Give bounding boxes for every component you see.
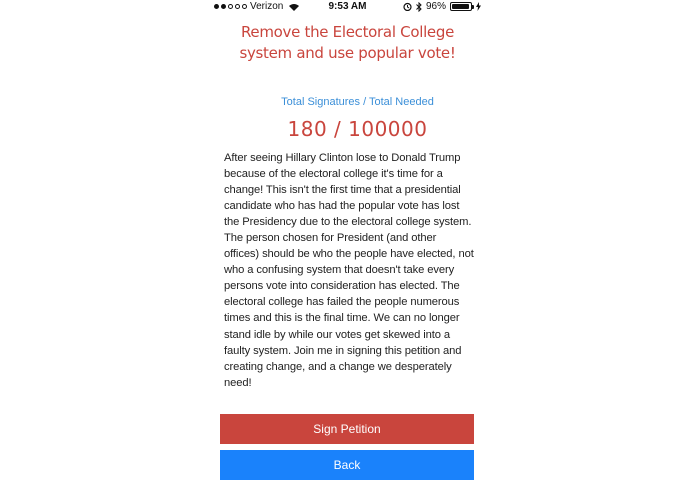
status-bar <box>0 0 695 14</box>
status-right-group <box>403 1 481 12</box>
petition-title: Remove the Electoral College system and use popular vote! <box>239 23 456 62</box>
battery-percent: 96% <box>425 1 446 12</box>
battery-icon <box>450 2 472 11</box>
charging-bolt-icon <box>476 2 481 11</box>
carrier-name: Verizon <box>250 1 284 12</box>
signatures-label: Total Signatures / Total Needed <box>281 96 434 108</box>
petition-description: After seeing Hillary Clinton lose to Donald Trump because of the electoral college it's time for a change! This isn't the first time that a presidential candidate who has had the popular vote has lost the Presidency due to the electoral college system. The person chosen for President (and other offices) should be who the people have elected, not who a confusing system that doesn't take every persons vote into consideration has elected. The electoral college has failed the people numerous times and this is the final time. We can no longer stand idle by while our votes get skewed into a faulty system. Join me in signing this petition and creating change, and a change we desperately need! <box>224 152 474 389</box>
alarm-icon <box>403 2 412 11</box>
bluetooth-icon <box>416 2 422 12</box>
signatures-count: 180 / 100000 <box>287 117 428 141</box>
sign-petition-button[interactable]: Sign Petition <box>220 414 474 444</box>
back-button[interactable]: Back <box>220 450 474 480</box>
status-time: 9:53 AM <box>328 1 367 12</box>
